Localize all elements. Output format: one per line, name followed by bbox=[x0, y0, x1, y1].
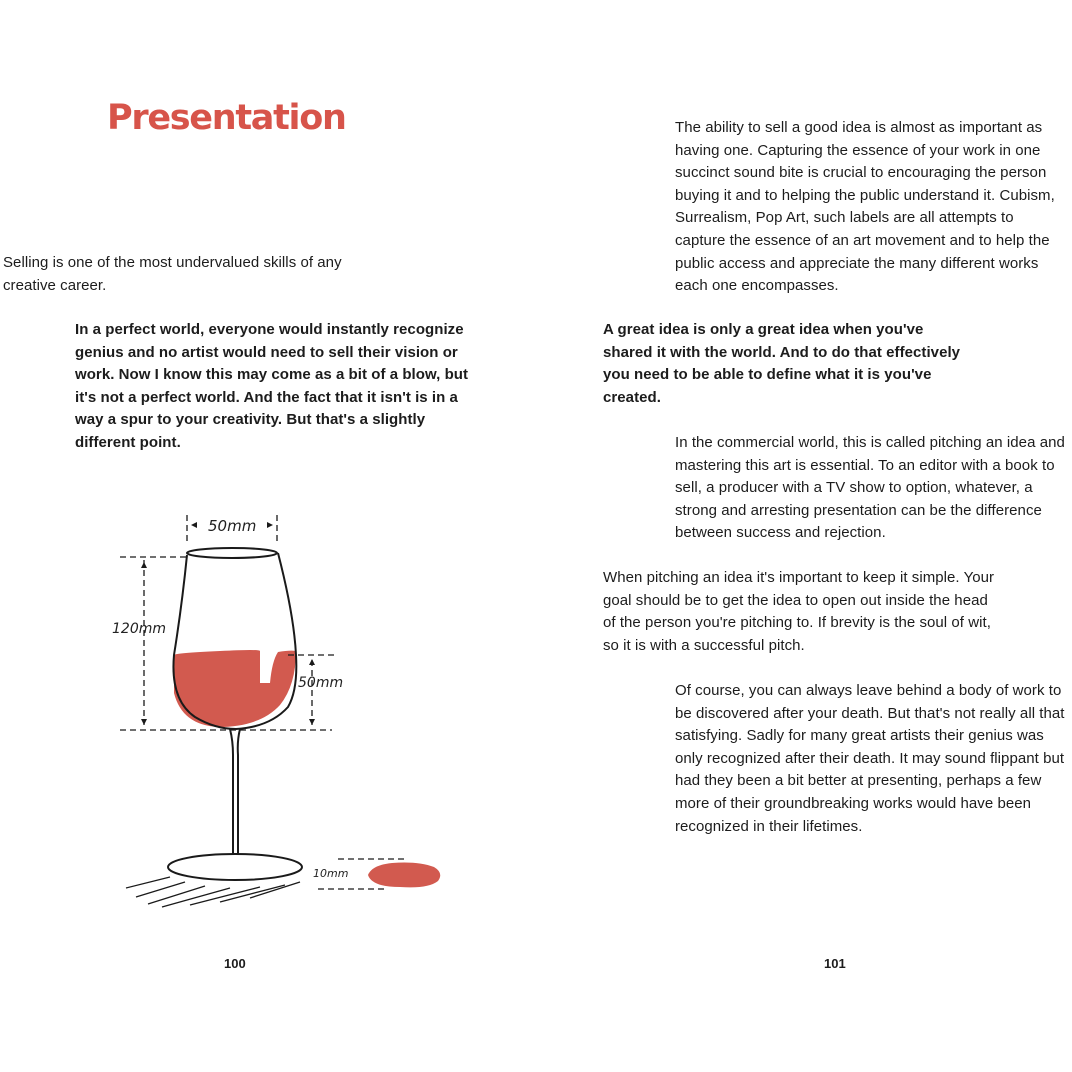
body-paragraph-3: When pitching an idea it's important to keep it simple. Your goal should be to get the idea to open out inside the head of the person you're pitching to. If brevity is the soul of wit, so it is with a successful pitch. bbox=[603, 569, 995, 654]
page-title: Presentation bbox=[107, 98, 346, 138]
body-paragraph-4: Of course, you can always leave behind a body of work to be discovered after your death. But that's not really all that satisfying. Sadly for many great artists their genius was only recognized after their death. It may sound flippant but had they been a bit better at presenting, perhaps a few more of their groundbreaking works would have been recognized in their lifetimes. bbox=[675, 682, 1065, 835]
stain-label: 10mm bbox=[313, 867, 349, 880]
rim-width-label: 50mm bbox=[208, 517, 257, 535]
wine-stain bbox=[368, 863, 440, 888]
base-shading bbox=[126, 877, 300, 907]
body-paragraph-2: In the commercial world, this is called pitching an idea and mastering this art is essential. To an editor with a book to sell, a producer with a TV show to option, whatever, a strong and arresting presentation can be the difference between success and rejection. bbox=[675, 434, 1065, 542]
glass-foot bbox=[168, 854, 302, 880]
page-number-left: 100 bbox=[224, 956, 246, 971]
height-label: 120mm bbox=[112, 621, 166, 637]
wine-glass-illustration bbox=[100, 505, 450, 915]
glass-rim bbox=[187, 548, 277, 558]
glass-stem bbox=[230, 729, 240, 855]
wine-depth-label: 50mm bbox=[298, 675, 344, 691]
bold-paragraph-left: In a perfect world, everyone would instantly recognize genius and no artist would need to sell their vision or work. Now I know this may come as a bit of a blow, but it's not a perfect world. And the fact that it isn't is in a way a spur to your creativity. But that's a slightly different point. bbox=[75, 321, 469, 451]
bold-paragraph-right: A great idea is only a great idea when you've shared it with the world. And to do that effectively you need to be able to define what it is you've created. bbox=[603, 321, 961, 406]
intro-paragraph: Selling is one of the most undervalued skills of any creative career. bbox=[3, 254, 342, 294]
right-page bbox=[536, 0, 1072, 1072]
body-paragraph-1: The ability to sell a good idea is almost as important as having one. Capturing the essence of your work in one succinct sound bite is crucial to encouraging the person buying it and to helping the public understand it. Cubism, Surrealism, Pop Art, such labels are all attempts to capture the essence of an art movement and to help the public access and appreciate the many different works each one encompasses. bbox=[675, 119, 1055, 295]
page-number-right: 101 bbox=[824, 956, 846, 971]
